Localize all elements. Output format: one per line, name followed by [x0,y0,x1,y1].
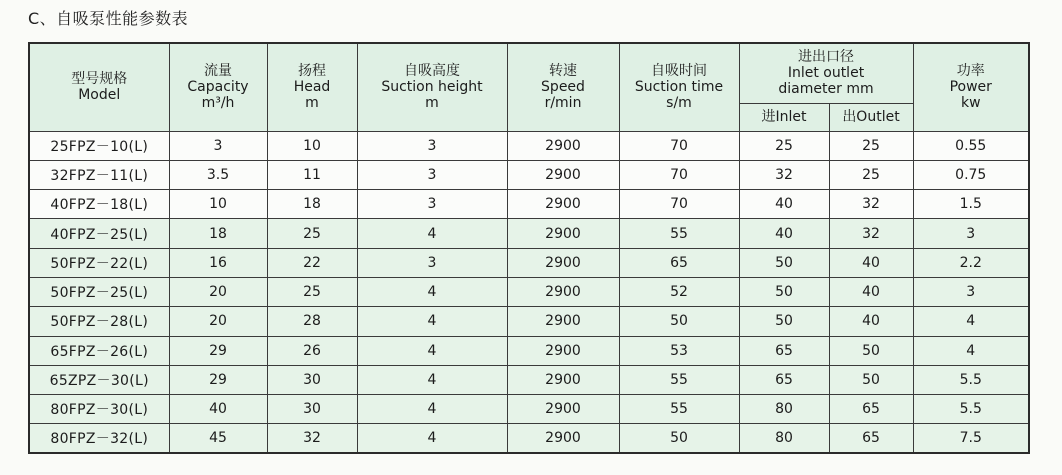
table-row [29,219,1029,248]
cell-suction-height: 4 [357,336,507,365]
cell-inlet: 40 [739,219,829,248]
table-body [29,131,1029,453]
cell-head: 25 [267,277,357,306]
table-row [29,160,1029,189]
cell-capacity: 20 [169,307,267,336]
cell-capacity: 10 [169,190,267,219]
cell-suction-height: 4 [357,307,507,336]
cell-power: 5.5 [913,395,1029,424]
cell-head: 22 [267,248,357,277]
cell-suction-time: 53 [619,336,739,365]
header-model: 型号规格 Model [29,43,169,131]
cell-suction-time: 55 [619,365,739,394]
cell-capacity: 3 [169,131,267,160]
cell-capacity: 3.5 [169,160,267,189]
cell-suction-time: 55 [619,219,739,248]
cell-speed: 2900 [507,395,619,424]
cell-power: 7.5 [913,424,1029,453]
cell-speed: 2900 [507,277,619,306]
cell-capacity: 40 [169,395,267,424]
cell-head: 32 [267,424,357,453]
cell-power: 4 [913,336,1029,365]
cell-model: 32FPZ－11(L) [29,160,169,189]
cell-outlet: 25 [829,131,913,160]
cell-outlet: 40 [829,307,913,336]
cell-power: 4 [913,307,1029,336]
cell-inlet: 50 [739,248,829,277]
cell-speed: 2900 [507,160,619,189]
cell-power: 1.5 [913,190,1029,219]
cell-outlet: 50 [829,365,913,394]
header-outlet: 出Outlet [829,103,913,131]
cell-outlet: 32 [829,190,913,219]
table-row [29,277,1029,306]
cell-head: 18 [267,190,357,219]
cell-model: 40FPZ－18(L) [29,190,169,219]
cell-capacity: 45 [169,424,267,453]
cell-model: 80FPZ－30(L) [29,395,169,424]
cell-inlet: 25 [739,131,829,160]
cell-capacity: 29 [169,336,267,365]
cell-suction-height: 3 [357,190,507,219]
cell-speed: 2900 [507,336,619,365]
cell-suction-height: 3 [357,131,507,160]
table-row [29,190,1029,219]
cell-suction-time: 50 [619,424,739,453]
header-inlet: 进Inlet [739,103,829,131]
cell-outlet: 65 [829,424,913,453]
cell-speed: 2900 [507,365,619,394]
table-row [29,365,1029,394]
cell-capacity: 29 [169,365,267,394]
table-row [29,424,1029,453]
cell-model: 65FPZ－26(L) [29,336,169,365]
cell-speed: 2900 [507,424,619,453]
cell-suction-time: 50 [619,307,739,336]
cell-inlet: 32 [739,160,829,189]
cell-outlet: 65 [829,395,913,424]
cell-suction-height: 4 [357,395,507,424]
cell-inlet: 65 [739,365,829,394]
cell-outlet: 40 [829,248,913,277]
cell-head: 10 [267,131,357,160]
cell-inlet: 80 [739,424,829,453]
cell-model: 50FPZ－22(L) [29,248,169,277]
header-speed: 转速 Speed r/min [507,43,619,131]
cell-capacity: 20 [169,277,267,306]
cell-outlet: 40 [829,277,913,306]
cell-model: 50FPZ－25(L) [29,277,169,306]
cell-head: 30 [267,395,357,424]
cell-suction-time: 70 [619,160,739,189]
cell-suction-time: 70 [619,131,739,160]
table-row [29,248,1029,277]
header-suction-time: 自吸时间 Suction time s/m [619,43,739,131]
cell-inlet: 50 [739,307,829,336]
cell-suction-height: 3 [357,248,507,277]
cell-power: 3 [913,219,1029,248]
cell-model: 25FPZ－10(L) [29,131,169,160]
header-capacity: 流量 Capacity m³/h [169,43,267,131]
cell-outlet: 32 [829,219,913,248]
cell-head: 30 [267,365,357,394]
pump-parameters-table [28,42,1030,454]
cell-model: 80FPZ－32(L) [29,424,169,453]
header-head: 扬程 Head m [267,43,357,131]
table-row [29,395,1029,424]
cell-capacity: 18 [169,219,267,248]
cell-power: 2.2 [913,248,1029,277]
cell-speed: 2900 [507,307,619,336]
cell-suction-time: 65 [619,248,739,277]
table-row [29,307,1029,336]
cell-head: 26 [267,336,357,365]
cell-outlet: 25 [829,160,913,189]
cell-speed: 2900 [507,248,619,277]
cell-speed: 2900 [507,219,619,248]
cell-head: 11 [267,160,357,189]
cell-model: 40FPZ－25(L) [29,219,169,248]
cell-power: 0.55 [913,131,1029,160]
cell-inlet: 50 [739,277,829,306]
header-suction-height: 自吸高度 Suction height m [357,43,507,131]
cell-suction-height: 4 [357,365,507,394]
cell-suction-time: 55 [619,395,739,424]
cell-head: 28 [267,307,357,336]
cell-suction-height: 4 [357,277,507,306]
table-row [29,336,1029,365]
cell-suction-time: 52 [619,277,739,306]
cell-power: 5.5 [913,365,1029,394]
page-title: C、自吸泵性能参数表 [28,9,189,28]
header-diameter: 进出口径 Inlet outlet diameter mm [739,43,913,103]
cell-speed: 2900 [507,190,619,219]
cell-inlet: 65 [739,336,829,365]
cell-suction-time: 70 [619,190,739,219]
cell-speed: 2900 [507,131,619,160]
cell-inlet: 40 [739,190,829,219]
cell-model: 65ZPZ－30(L) [29,365,169,394]
cell-inlet: 80 [739,395,829,424]
cell-head: 25 [267,219,357,248]
cell-outlet: 50 [829,336,913,365]
header-power: 功率 Power kw [913,43,1029,131]
cell-power: 0.75 [913,160,1029,189]
table-row [29,131,1029,160]
cell-capacity: 16 [169,248,267,277]
cell-suction-height: 4 [357,424,507,453]
cell-power: 3 [913,277,1029,306]
cell-model: 50FPZ－28(L) [29,307,169,336]
cell-suction-height: 4 [357,219,507,248]
cell-suction-height: 3 [357,160,507,189]
